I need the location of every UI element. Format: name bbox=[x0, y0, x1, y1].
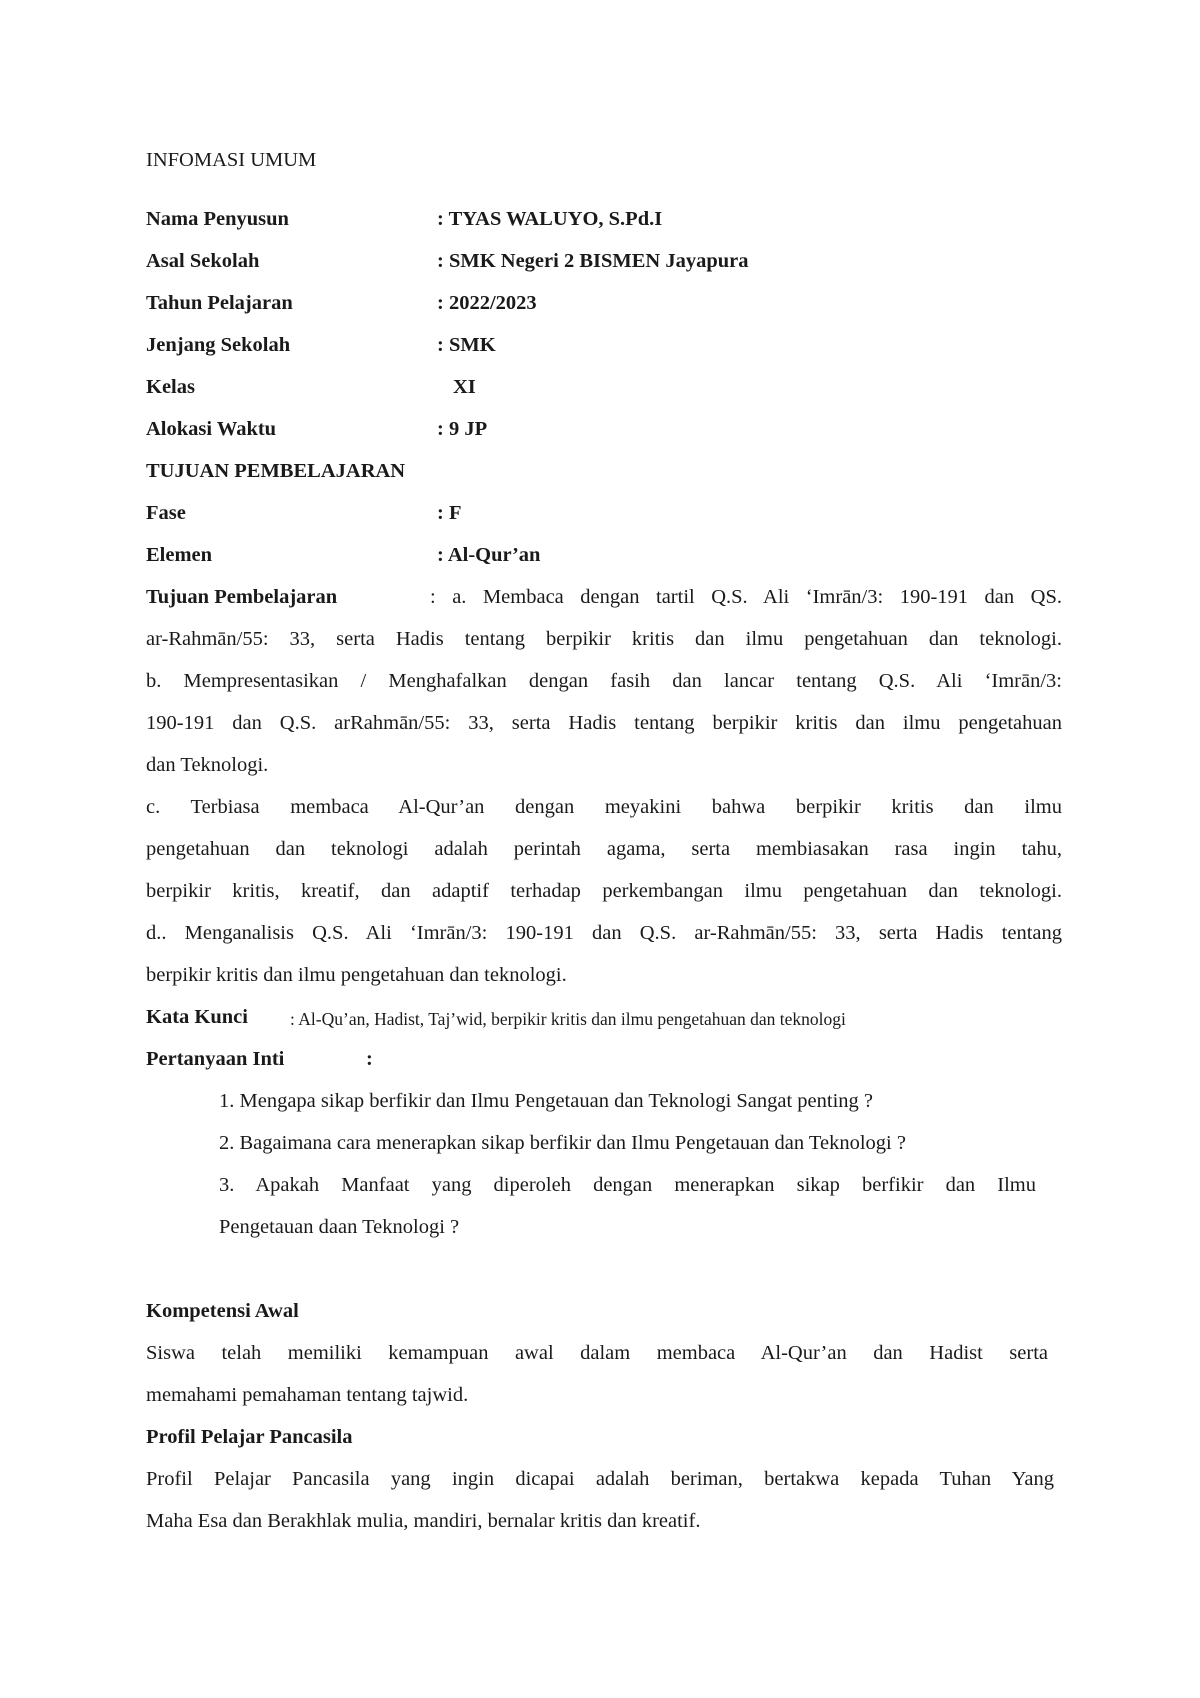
tujuan-line-7: pengetahuan dan teknologi adalah perintah agama, serta membiasakan rasa ingin tahu, bbox=[146, 838, 1062, 860]
tujuan-line-2: ar-Rahmān/55: 33, serta Hadis tentang berpikir kritis dan ilmu pengetahuan dan teknologi. bbox=[146, 628, 1062, 650]
label-pertanyaan-inti: Pertanyaan Inti bbox=[146, 1048, 285, 1070]
label-asal-sekolah: Asal Sekolah bbox=[146, 250, 260, 272]
pertanyaan-3: 3. Apakah Manfaat yang diperoleh dengan menerapkan sikap berfikir dan Ilmu bbox=[219, 1174, 1036, 1196]
kompetensi-line-1: Siswa telah memiliki kemampuan awal dalam membaca Al-Qur’an dan Hadist serta bbox=[146, 1342, 1048, 1364]
tujuan-line-5: dan Teknologi. bbox=[146, 754, 269, 776]
value-asal-sekolah: : SMK Negeri 2 BISMEN Jayapura bbox=[437, 250, 749, 272]
value-kata-kunci: : Al-Qu’an, Hadist, Taj’wid, berpikir kritis dan ilmu pengetahuan dan teknologi bbox=[290, 1009, 846, 1029]
value-tahun-pelajaran: : 2022/2023 bbox=[437, 292, 537, 314]
label-tujuan-pembelajaran: Tujuan Pembelajaran bbox=[146, 586, 338, 608]
tujuan-line-1: : a. Membaca dengan tartil Q.S. Ali ‘Imrān/3: 190-191 dan QS. bbox=[430, 586, 1062, 608]
tujuan-line-6: c. Terbiasa membaca Al-Qur’an dengan meyakini bahwa berpikir kritis dan ilmu bbox=[146, 796, 1062, 818]
label-tahun-pelajaran: Tahun Pelajaran bbox=[146, 292, 293, 314]
heading-informasi-umum: INFOMASI UMUM bbox=[146, 149, 317, 171]
kompetensi-line-2: memahami pemahaman tentang tajwid. bbox=[146, 1384, 469, 1406]
tujuan-line-3: b. Mempresentasikan / Menghafalkan dengan fasih dan lancar tentang Q.S. Ali ‘Imrān/3: bbox=[146, 670, 1062, 692]
tujuan-line-9: d.. Menganalisis Q.S. Ali ‘Imrān/3: 190-191 dan Q.S. ar-Rahmān/55: 33, serta Hadis tentang bbox=[146, 922, 1062, 944]
pertanyaan-inti-colon: : bbox=[366, 1048, 373, 1070]
value-fase: : F bbox=[437, 502, 462, 524]
label-kelas: Kelas bbox=[146, 376, 195, 398]
value-elemen: : Al-Qur’an bbox=[437, 544, 541, 566]
heading-kompetensi-awal: Kompetensi Awal bbox=[146, 1300, 299, 1322]
value-alokasi-waktu: : 9 JP bbox=[437, 418, 488, 440]
label-jenjang-sekolah: Jenjang Sekolah bbox=[146, 334, 291, 356]
value-kelas: XI bbox=[453, 376, 476, 398]
tujuan-line-10: berpikir kritis dan ilmu pengetahuan dan teknologi. bbox=[146, 964, 567, 986]
pertanyaan-2: 2. Bagaimana cara menerapkan sikap berfikir dan Ilmu Pengetauan dan Teknologi ? bbox=[219, 1132, 906, 1154]
label-nama-penyusun: Nama Penyusun bbox=[146, 208, 289, 230]
profil-line-1: Profil Pelajar Pancasila yang ingin dicapai adalah beriman, bertakwa kepada Tuhan Yang bbox=[146, 1468, 1054, 1490]
label-elemen: Elemen bbox=[146, 544, 213, 566]
tujuan-line-4: 190-191 dan Q.S. arRahmān/55: 33, serta Hadis tentang berpikir kritis dan ilmu pengetahuan bbox=[146, 712, 1062, 734]
label-fase: Fase bbox=[146, 502, 186, 524]
label-kata-kunci: Kata Kunci bbox=[146, 1006, 248, 1028]
profil-line-2: Maha Esa dan Berakhlak mulia, mandiri, bernalar kritis dan kreatif. bbox=[146, 1510, 701, 1532]
value-jenjang-sekolah: : SMK bbox=[437, 334, 496, 356]
pertanyaan-1: 1. Mengapa sikap berfikir dan Ilmu Pengetauan dan Teknologi Sangat penting ? bbox=[219, 1090, 874, 1112]
label-alokasi-waktu: Alokasi Waktu bbox=[146, 418, 277, 440]
heading-tujuan-pembelajaran: TUJUAN PEMBELAJARAN bbox=[146, 460, 406, 482]
pertanyaan-3-cont: Pengetauan daan Teknologi ? bbox=[219, 1216, 460, 1238]
heading-profil-pelajar: Profil Pelajar Pancasila bbox=[146, 1426, 353, 1448]
tujuan-line-8: berpikir kritis, kreatif, dan adaptif terhadap perkembangan ilmu pengetahuan dan teknologi. bbox=[146, 880, 1062, 902]
value-nama-penyusun: : TYAS WALUYO, S.Pd.I bbox=[437, 208, 663, 230]
